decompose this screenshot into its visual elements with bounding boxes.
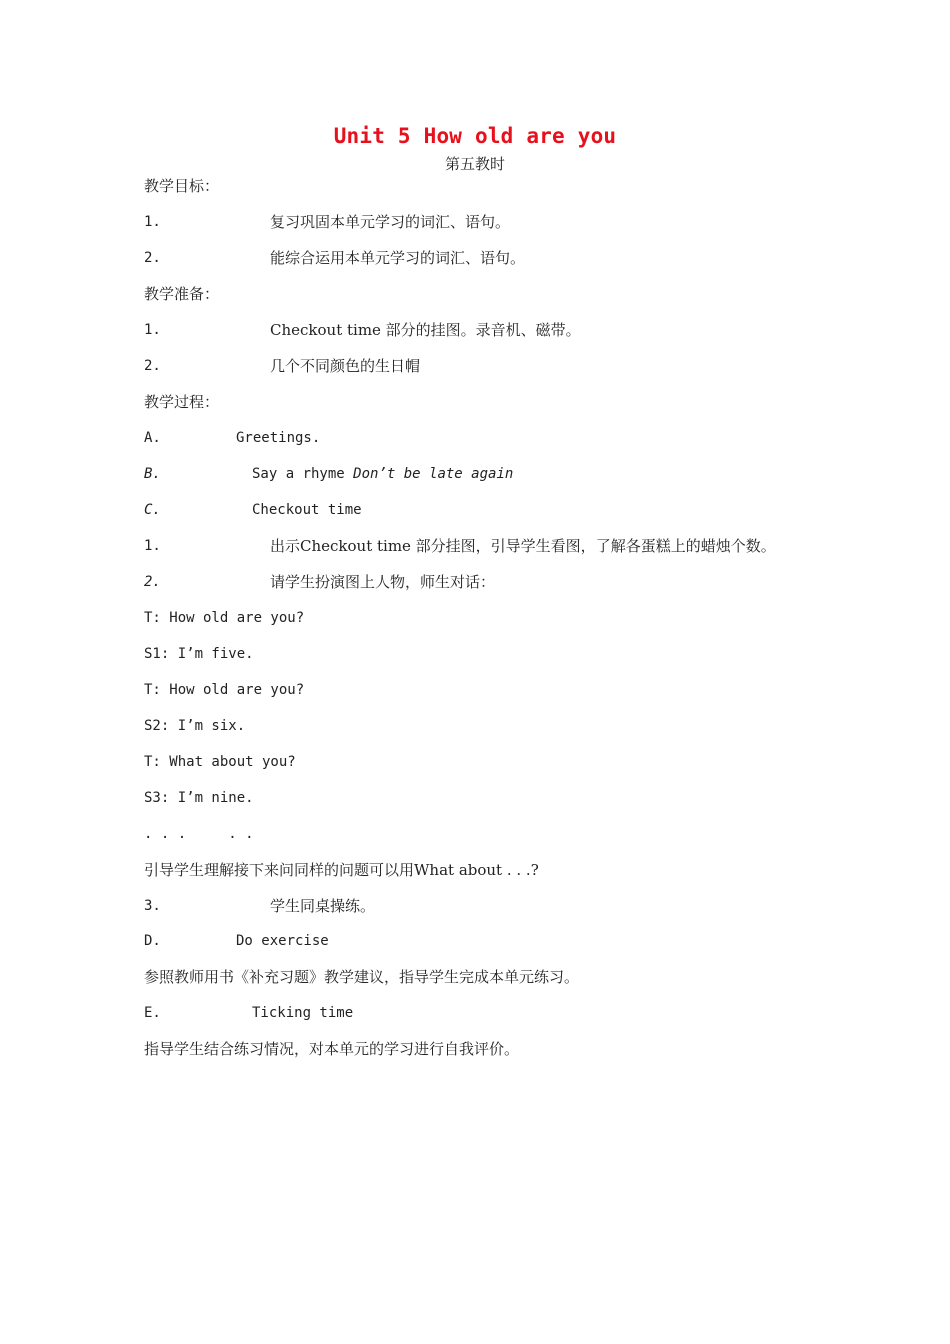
prep-text: Checkout time 部分的挂图。录音机、磁带。 xyxy=(270,321,581,339)
prep-text: 几个不同颜色的生日帽 xyxy=(270,357,421,375)
rhyme-title: Don’t be late again xyxy=(353,466,514,482)
step-number: 3. xyxy=(144,898,161,914)
process-heading: 教学过程： xyxy=(144,393,220,411)
goal-text: 复习巩固本单元学习的词汇、语句。 xyxy=(270,213,511,231)
prep-heading: 教学准备： xyxy=(144,285,220,303)
step-letter: C. xyxy=(144,502,161,518)
step-letter: A. xyxy=(144,430,161,446)
step-text: Do exercise xyxy=(236,933,329,949)
step-d-note: 参照教师用书《补充习题》教学建议，指导学生完成本单元练习。 xyxy=(144,968,580,986)
dialogue-line: T: How old are you? xyxy=(144,682,305,698)
guide-note: 引导学生理解接下来问同样的问题可以用What about . . .? xyxy=(144,861,539,879)
step-letter: B. xyxy=(144,466,161,482)
goal-number: 2. xyxy=(144,250,161,266)
step-text: Say a rhyme xyxy=(252,466,354,482)
goal-text: 能综合运用本单元学习的词汇、语句。 xyxy=(270,249,526,267)
step-text: 学生同桌操练。 xyxy=(270,897,376,915)
step-text: 出示Checkout time 部分挂图，引导学生看图，了解各蛋糕上的蜡烛个数。 xyxy=(270,537,776,555)
step-letter: D. xyxy=(144,933,161,949)
dialogue-line: S2: I’m six. xyxy=(144,718,246,734)
dialogue-line: T: What about you? xyxy=(144,754,296,770)
dialogue-line: S1: I’m five. xyxy=(144,646,254,662)
step-number: 1. xyxy=(144,538,161,554)
prep-number: 2. xyxy=(144,358,161,374)
step-text: Greetings. xyxy=(236,430,321,446)
step-letter: E. xyxy=(144,1005,161,1021)
step-number: 2. xyxy=(144,574,161,590)
step-e-note: 指导学生结合练习情况，对本单元的学习进行自我评价。 xyxy=(144,1040,520,1058)
dialogue-line: S3: I’m nine. xyxy=(144,790,254,806)
dialogue-line: T: How old are you? xyxy=(144,610,305,626)
step-text: Checkout time xyxy=(252,502,362,518)
document-title: Unit 5 How old are you xyxy=(333,124,617,148)
ellipsis: . . . . . xyxy=(144,826,254,842)
goals-heading: 教学目标： xyxy=(144,177,220,195)
step-text: Ticking time xyxy=(252,1005,354,1021)
step-text: 请学生扮演图上人物，师生对话： xyxy=(270,573,496,591)
goal-number: 1. xyxy=(144,214,161,230)
prep-number: 1. xyxy=(144,322,161,338)
document-subtitle: 第五教时 xyxy=(444,155,505,173)
